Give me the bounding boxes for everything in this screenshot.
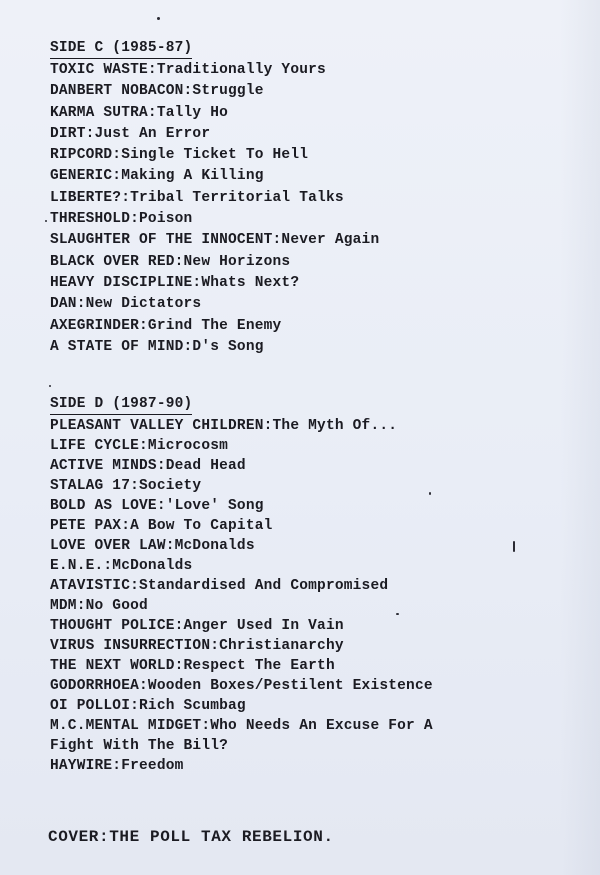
track-item: SLAUGHTER OF THE INNOCENT:Never Again: [50, 232, 380, 249]
track-item: DIRT:Just An Error: [50, 125, 211, 142]
track-item: LIBERTE?:Tribal Territorial Talks: [50, 189, 344, 206]
track-item: GENERIC:Making A Killing: [50, 168, 264, 185]
track-item: Fight With The Bill?: [50, 738, 229, 754]
side-d-section: [50, 396, 433, 776]
track-item: THOUGHT POLICE:Anger Used In Vain: [50, 618, 344, 634]
ink-speck: [49, 385, 51, 387]
ink-speck: [513, 541, 515, 552]
track-item: DANBERT NOBACON:Struggle: [50, 83, 264, 100]
track-item: A STATE OF MIND:D's Song: [50, 338, 264, 355]
cover-credit: COVER:THE POLL TAX REBELION.: [48, 828, 334, 846]
track-item: THRESHOLD:Poison: [50, 211, 193, 228]
track-item: OI POLLOI:Rich Scumbag: [50, 698, 246, 714]
ink-speck: [396, 613, 399, 615]
track-item: PETE PAX:A Bow To Capital: [50, 518, 273, 534]
track-item: MDM:No Good: [50, 598, 148, 614]
track-item: ATAVISTIC:Standardised And Compromised: [50, 578, 389, 594]
side-c-heading: SIDE C (1985-87): [50, 40, 192, 59]
track-item: BOLD AS LOVE:'Love' Song: [50, 498, 264, 514]
track-item: M.C.MENTAL MIDGET:Who Needs An Excuse For A: [50, 718, 433, 734]
track-item: LIFE CYCLE:Microcosm: [50, 438, 229, 454]
track-item: E.N.E.:McDonalds: [50, 558, 193, 574]
track-item: HEAVY DISCIPLINE:Whats Next?: [50, 274, 300, 291]
track-item: DAN:New Dictators: [50, 296, 202, 313]
side-d-track-list: [50, 416, 433, 776]
ink-speck: [429, 492, 431, 495]
track-item: BLACK OVER RED:New Horizons: [50, 253, 291, 270]
ink-speck: [45, 220, 47, 222]
track-item: TOXIC WASTE:Traditionally Yours: [50, 62, 326, 78]
track-item: ACTIVE MINDS:Dead Head: [50, 458, 246, 474]
track-item: KARMA SUTRA:Tally Ho: [50, 104, 229, 121]
track-item: VIRUS INSURRECTION:Christianarchy: [50, 638, 344, 654]
side-d-heading: SIDE D (1987-90): [50, 396, 192, 415]
track-item: THE NEXT WORLD:Respect The Earth: [50, 658, 335, 674]
side-c-section: [50, 40, 379, 358]
track-item: RIPCORD:Single Ticket To Hell: [50, 147, 309, 164]
track-item: PLEASANT VALLEY CHILDREN:The Myth Of...: [50, 418, 398, 434]
track-item: LOVE OVER LAW:McDonalds: [50, 538, 255, 554]
track-item: HAYWIRE:Freedom: [50, 758, 184, 774]
track-item: AXEGRINDER:Grind The Enemy: [50, 317, 282, 334]
track-item: STALAG 17:Society: [50, 478, 202, 494]
ink-speck: [157, 17, 160, 20]
side-c-track-list: [50, 60, 379, 358]
track-item: GODORRHOEA:Wooden Boxes/Pestilent Existence: [50, 678, 433, 694]
